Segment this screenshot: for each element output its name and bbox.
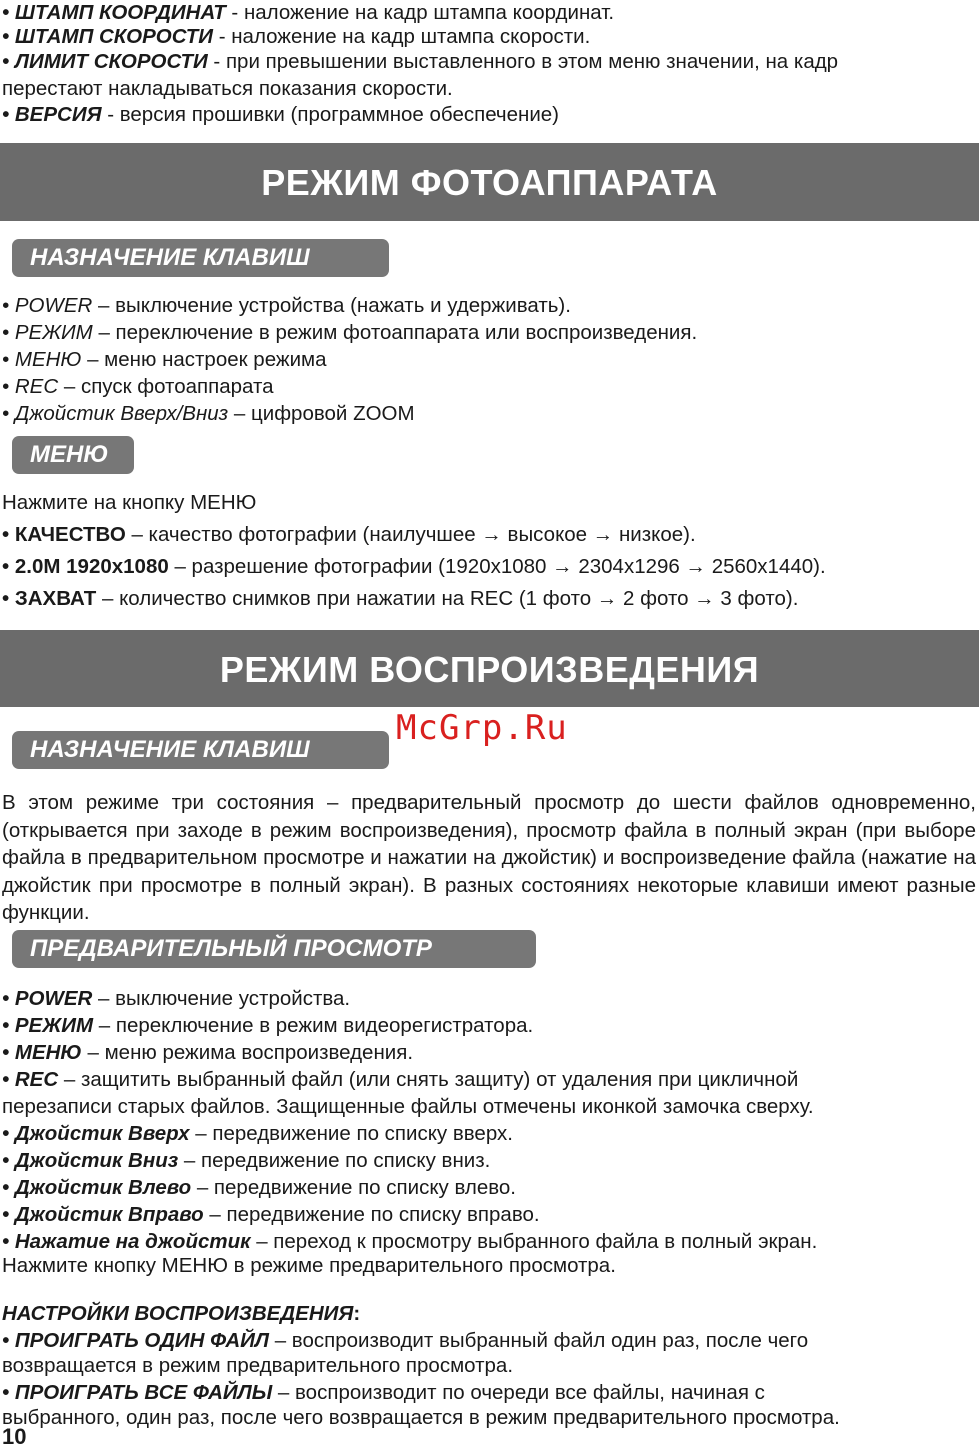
list-item (2, 1121, 513, 1147)
list-item (2, 1148, 490, 1174)
list-item (2, 401, 415, 427)
list-item (2, 1202, 540, 1228)
item-text: – передвижение по списку вниз. (178, 1149, 491, 1172)
item-key: • Джойстик Влево (2, 1176, 192, 1199)
item-key: • МЕНЮ (2, 348, 82, 371)
item-text: – разрешение фотографии (1920x1080 → 2304x1296 → 2560x1440). (168, 555, 826, 578)
list-item (2, 554, 826, 580)
item-key: • REC (2, 1068, 59, 1091)
playback-intro-paragraph: В этом режиме три состояния – предварительный просмотр до шести файлов одновременно, (открывается при заходе в режим воспроизведения), просмотр файла в полный экран (при выборе файла в предварительном просмотре и нажатии на джойстик) и воспроизведение файла (нажатие на джойстик при просмотре в полный экран). В разных состояниях некоторые клавиши имеют разные функции. (2, 791, 976, 924)
list-item (2, 1328, 808, 1354)
list-item (2, 1380, 765, 1406)
item-key: • REC (2, 375, 59, 398)
item-key: • КАЧЕСТВО (2, 523, 126, 546)
item-key: • МЕНЮ (2, 1041, 82, 1064)
item-text: – передвижение по списку вправо. (203, 1203, 540, 1226)
settings-heading-text: НАСТРОЙКИ ВОСПРОИЗВЕДЕНИЯ (2, 1302, 354, 1325)
list-item (2, 24, 590, 50)
list-item-continuation (2, 1405, 840, 1431)
list-item (2, 522, 696, 548)
list-item (2, 0, 614, 26)
item-key: • ЗАХВАТ (2, 587, 97, 610)
item-text: – переключение в режим видеорегистратора. (93, 1014, 534, 1037)
item-key: • ПРОИГРАТЬ ОДИН ФАЙЛ (2, 1329, 269, 1352)
item-key: • РЕЖИМ (2, 321, 93, 344)
camera-keys-pill: НАЗНАЧЕНИЕ КЛАВИШ (12, 239, 389, 277)
item-key: • Джойстик Вниз (2, 1149, 179, 1172)
item-text: – переход к просмотру выбранного файла в полный экран. (250, 1230, 818, 1253)
item-text: - наложение на кадр штампа скорости. (213, 25, 591, 48)
settings-heading (2, 1301, 360, 1327)
list-item (2, 986, 350, 1012)
item-key: • ВЕРСИЯ (2, 103, 102, 126)
list-item (2, 374, 274, 400)
list-item (2, 293, 571, 319)
item-text: перезаписи старых файлов. Защищенные файлы отмечены иконкой замочка сверху. (2, 1095, 814, 1118)
item-text: – переключение в режим фотоаппарата или воспроизведения. (92, 321, 698, 344)
item-key: • ШТАМП КООРДИНАТ (2, 1, 226, 24)
list-item (2, 320, 697, 346)
list-item (2, 1175, 516, 1201)
item-text: – защитить выбранный файл (или снять защиту) от удаления при цикличной (58, 1068, 799, 1091)
item-key: • Джойстик Вверх (2, 1122, 190, 1145)
item-text: – воспроизводит выбранный файл один раз, после чего (269, 1329, 809, 1352)
list-item (2, 1040, 413, 1066)
item-key: • Джойстик Вверх/Вниз (2, 402, 229, 425)
item-text: возвращается в режим предварительного просмотра. (2, 1354, 514, 1377)
item-text: – передвижение по списку вверх. (189, 1122, 513, 1145)
page-number: 10 (2, 1424, 27, 1449)
watermark: McGrp.Ru (396, 708, 568, 748)
item-key: • POWER (2, 987, 93, 1010)
camera-menu-pill: МЕНЮ (12, 436, 134, 474)
playback-keys-pill: НАЗНАЧЕНИЕ КЛАВИШ (12, 731, 389, 769)
item-key: • ЛИМИТ СКОРОСТИ (2, 50, 208, 73)
item-text: – меню режима воспроизведения. (81, 1041, 414, 1064)
item-text: – выключение устройства (нажать и удерживать). (92, 294, 571, 317)
list-item-continuation (2, 1353, 513, 1379)
camera-mode-banner: РЕЖИМ ФОТОАППАРАТА (0, 143, 979, 221)
list-item (2, 102, 559, 128)
item-text: выбранного, один раз, после чего возвращается в режим предварительного просмотра. (2, 1406, 840, 1429)
item-text: – передвижение по списку влево. (191, 1176, 517, 1199)
item-text: Нажмите кнопку МЕНЮ в режиме предварительного просмотра. (2, 1254, 616, 1277)
item-text: – выключение устройства. (92, 987, 351, 1010)
item-text: - при превышении выставленного в этом меню значении, на кадр (207, 50, 839, 73)
item-text: – цифровой ZOOM (228, 402, 415, 425)
list-item (2, 1013, 533, 1039)
item-text: перестают накладываться показания скорости. (2, 77, 453, 100)
list-item-continuation (2, 1094, 814, 1120)
item-key: • РЕЖИМ (2, 1014, 94, 1037)
settings-heading-colon: : (353, 1302, 361, 1325)
item-text: – количество снимков при нажатии на REC (1 фото → 2 фото → 3 фото). (96, 587, 799, 610)
item-text: – меню настроек режима (81, 348, 327, 371)
item-key: • POWER (2, 294, 93, 317)
list-item (2, 49, 838, 75)
list-item-continuation (2, 1253, 616, 1279)
item-text: - наложение на кадр штампа координат. (225, 1, 615, 24)
list-item-continuation (2, 76, 453, 102)
item-key: • 2.0M 1920x1080 (2, 555, 169, 578)
item-text: – спуск фотоаппарата (58, 375, 274, 398)
list-item (2, 1067, 798, 1093)
list-item (2, 586, 798, 612)
menu-intro: Нажмите на кнопку МЕНЮ (2, 491, 257, 514)
item-key: • Джойстик Вправо (2, 1203, 204, 1226)
item-key: • ШТАМП СКОРОСТИ (2, 25, 213, 48)
item-text: – качество фотографии (наилучшее → высокое → низкое). (125, 523, 696, 546)
item-text: – воспроизводит по очереди все файлы, начиная с (272, 1381, 765, 1404)
item-key: • Нажатие на джойстик (2, 1230, 251, 1253)
preview-pill: ПРЕДВАРИТЕЛЬНЫЙ ПРОСМОТР (12, 930, 536, 968)
item-key: • ПРОИГРАТЬ ВСЕ ФАЙЛЫ (2, 1381, 273, 1404)
list-item (2, 347, 327, 373)
list-item (2, 1229, 817, 1255)
playback-mode-banner: РЕЖИМ ВОСПРОИЗВЕДЕНИЯ (0, 630, 979, 707)
item-text: - версия прошивки (программное обеспечение) (101, 103, 559, 126)
